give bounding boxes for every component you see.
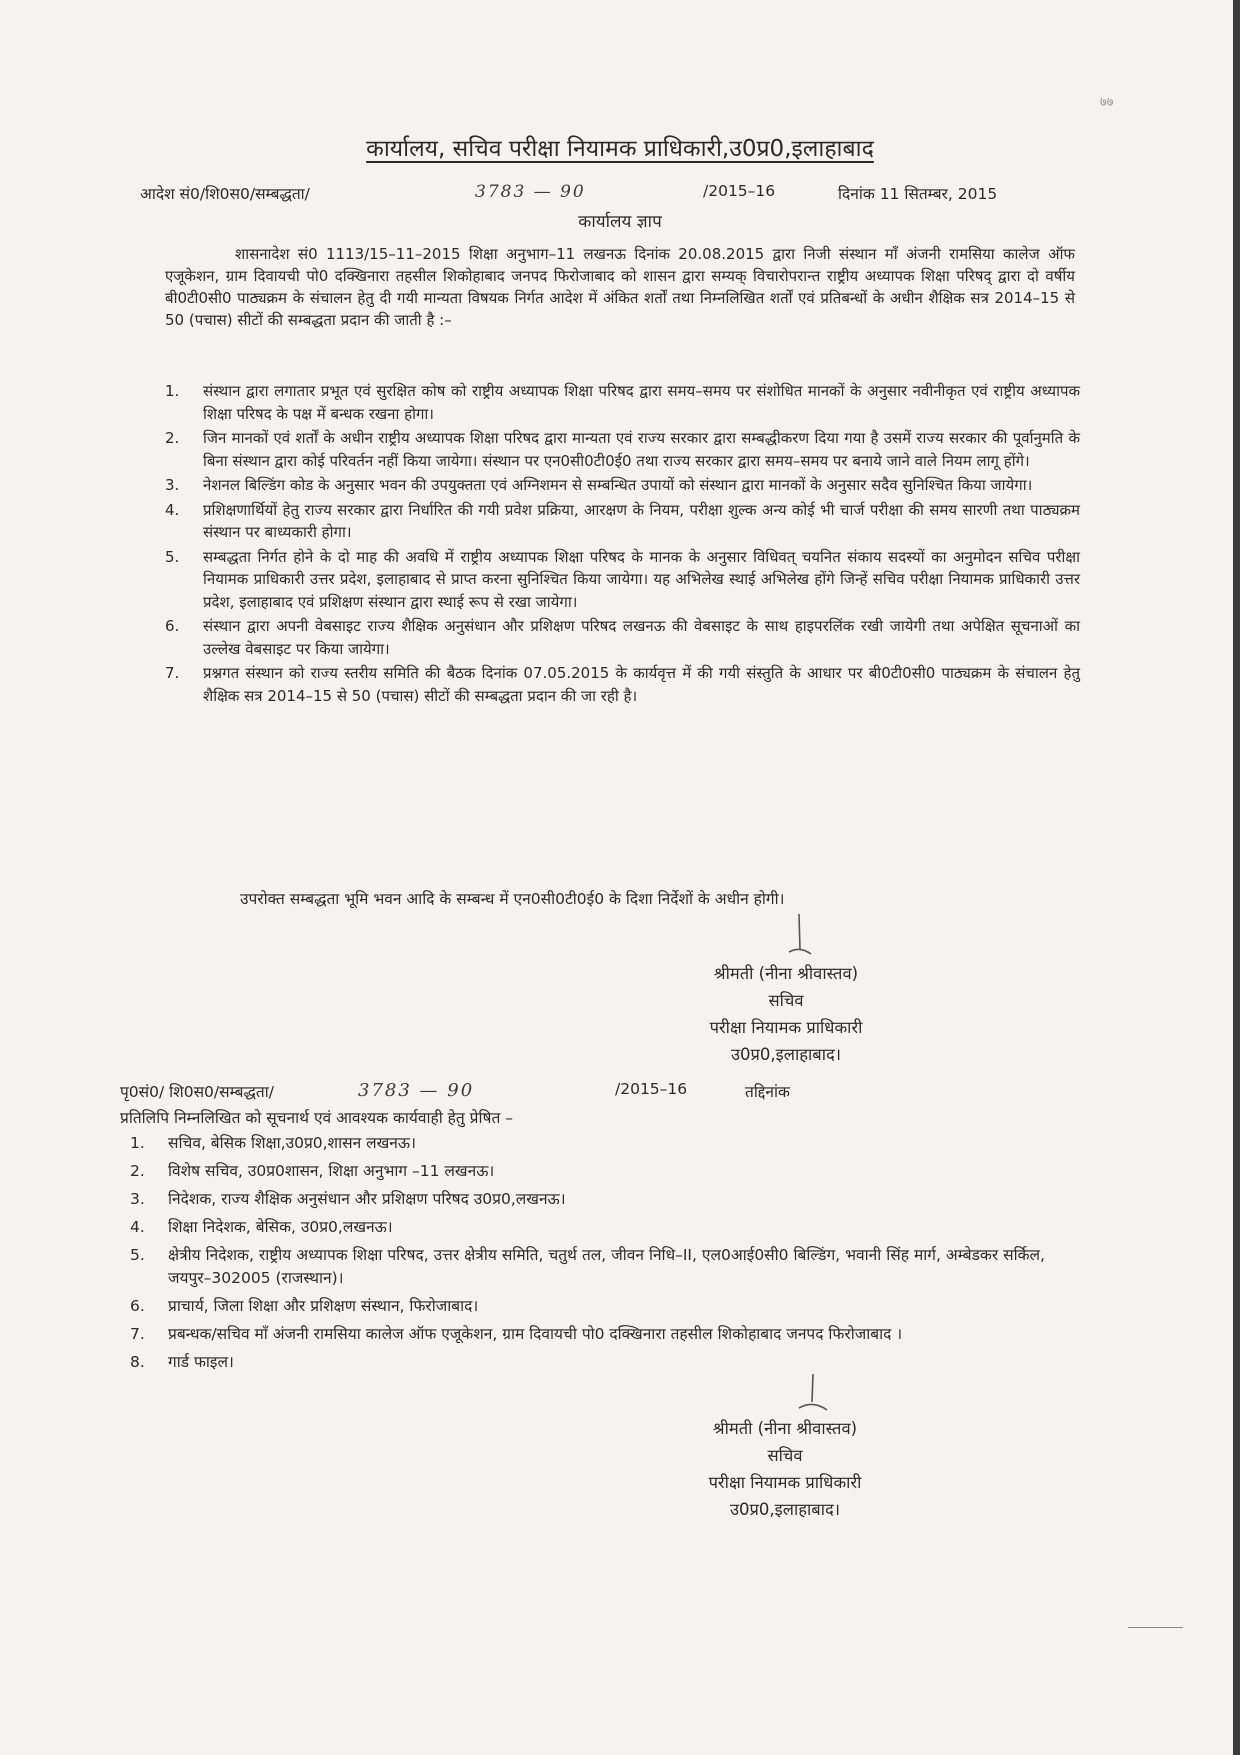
recipient-item: [130, 1351, 1045, 1374]
signatory-place: उ0प्र0,इलाहाबाद।: [731, 1045, 841, 1064]
signatory-name: श्रीमती (नीना श्रीवास्तव): [712, 1419, 858, 1438]
conditions-list: [165, 380, 1080, 709]
signatory-designation: सचिव: [767, 1446, 803, 1465]
recipient-text: सचिव, बेसिक शिक्षा,उ0प्र0,शासन लखनऊ।: [168, 1134, 416, 1152]
condition-text: नेशनल बिल्डिंग कोड के अनुसार भवन की उपयुक्तता एवं अग्निशमन से सम्बन्धित उपायों को संस्थान द्वारा मानकों के अनुसार सदैव सुनिश्चित किया जायेगा।: [203, 476, 1033, 494]
condition-number: 5.: [165, 547, 180, 566]
intro-paragraph: [165, 243, 1075, 331]
copy-intro: प्रतिलिपि निम्नलिखित को सूचनार्थ एवं आवश्यक कार्यवाही हेतु प्रेषित –: [120, 1109, 513, 1127]
condition-text: जिन मानकों एवं शर्तों के अधीन राष्ट्रीय अध्यापक शिक्षा परिषद द्वारा मान्यता एवं राज्य सरकार द्वारा सम्बद्धीकरण दिया गया है उसमें राज्य सरकार की पूर्वानुमति के बिना संस्थान द्वारा कोई परिवर्तन नहीं किया जायेगा। संस्थान पर एन0सी0टी0ई0 तथा राज्य सरकार द्वारा समय–समय पर बनाये जाने वाले नियम लागू होंगे।: [203, 429, 1080, 470]
signatory-office: परीक्षा नियामक प्राधिकारी: [708, 1473, 862, 1492]
condition-number: 2.: [165, 429, 180, 447]
recipient-number: 2.: [130, 1162, 145, 1180]
condition-text: प्रशिक्षणार्थियों हेतु राज्य सरकार द्वारा निर्धारित की गयी प्रवेश प्रक्रिया, आरक्षण के नियम, परीक्षा शुल्क अन्य कोई भी चार्ज परीक्षा की समय सारणी तथा पाठ्यक्रम संस्थान पर बाध्यकारी होगा।: [203, 500, 1080, 541]
office-heading: कार्यालय, सचिव परीक्षा नियामक प्राधिकारी,उ0प्र0,इलाहाबाद: [366, 136, 874, 162]
signature-mark: [795, 1372, 831, 1416]
memo-title: कार्यालय ज्ञाप: [578, 212, 662, 232]
signatory-office: परीक्षा नियामक प्राधिकारी: [709, 1018, 863, 1037]
condition-item: [165, 380, 1080, 425]
recipient-item: [130, 1188, 1045, 1211]
recipient-item: [130, 1132, 1045, 1155]
copy-ref-handwritten-number: 3783 — 90: [358, 1080, 475, 1101]
copy-ref-prefix: पृ0सं0/ शि0स0/सम्बद्धता/: [120, 1083, 274, 1101]
condition-item: [165, 546, 1080, 614]
signature-mark: [785, 912, 815, 962]
recipient-number: 6.: [130, 1297, 145, 1315]
condition-number: 6.: [165, 617, 180, 635]
recipient-text: क्षेत्रीय निदेशक, राष्ट्रीय अध्यापक शिक्षा परिषद, उत्तर क्षेत्रीय समिति, चतुर्थ तल, जीवन निधि–II, एल0आई0सी0 बिल्डिंग, भवानी सिंह मार्ग, अम्बेडकर सर्किल, जयपुर–302005 (राजस्थान)।: [168, 1246, 1045, 1287]
condition-text: सम्बद्धता निर्गत होने के दो माह की अवधि में राष्ट्रीय अध्यापक शिक्षा परिषद के मानक के अनुसार विधिवत् चयनित संकाय सदस्यों का अनुमोदन सचिव परीक्षा नियामक प्राधिकारी उत्तर प्रदेश, इलाहाबाद से प्राप्त करना सुनिश्चित किया जायेगा। यह अभिलेख स्थाई अभिलेख होंगे जिन्हें सचिव परीक्षा नियामक प्राधिकारी उत्तर प्रदेश, इलाहाबाद एवं प्रशिक्षण संस्थान द्वारा स्थाई रूप से रखा जायेगा।: [203, 547, 1080, 611]
copy-ref-year: /2015–16: [615, 1080, 688, 1098]
condition-text: प्रश्नगत संस्थान को राज्य स्तरीय समिति की बैठक दिनांक 07.05.2015 के कार्यवृत्त में की गयी संस्तुति के आधार पर बी0टी0सी0 पाठ्यक्रम के संचालन हेतु शैक्षिक सत्र 2014–15 से 50 (पचास) सीटों की सम्बद्धता प्रदान की जा रही है।: [203, 664, 1080, 705]
recipient-number: 4.: [130, 1218, 145, 1236]
order-reference: [140, 182, 1060, 208]
condition-number: 3.: [165, 476, 180, 494]
signatory-place: उ0प्र0,इलाहाबाद।: [730, 1500, 840, 1519]
signature-block-copy: [655, 1415, 915, 1523]
condition-text: संस्थान द्वारा अपनी वेबसाइट राज्य शैक्षिक अनुसंधान और प्रशिक्षण परिषद लखनऊ की वेबसाइट के साथ हाइपरलिंक रखी जायेगी तथा अपेक्षित सूचनाओं का उल्लेख वेबसाइट पर किया जायेगा।: [203, 617, 1080, 658]
recipient-text: प्राचार्य, जिला शिक्षा और प्रशिक्षण संस्थान, फिरोजाबाद।: [168, 1297, 479, 1315]
copy-reference: [120, 1080, 1020, 1106]
order-ref-handwritten-number: 3783 — 90: [475, 182, 586, 202]
condition-number: 1.: [165, 382, 180, 400]
condition-number: 4.: [165, 500, 180, 519]
recipient-item: [130, 1323, 1045, 1346]
order-ref-year: /2015–16: [703, 182, 776, 200]
scan-edge: [1233, 0, 1240, 1755]
scan-mark-line: [1128, 1627, 1183, 1628]
recipient-number: 7.: [130, 1325, 145, 1343]
recipient-number: 8.: [130, 1353, 145, 1371]
order-ref-prefix: आदेश सं0/शि0स0/सम्बद्धता/: [140, 185, 310, 203]
recipient-number: 1.: [130, 1134, 145, 1152]
recipient-text: शिक्षा निदेशक, बेसिक, उ0प्र0,लखनऊ।: [168, 1218, 393, 1236]
recipient-text: गार्ड फाइल।: [168, 1353, 234, 1371]
recipient-item: [130, 1244, 1045, 1290]
closing-line: उपरोक्त सम्बद्धता भूमि भवन आदि के सम्बन्ध में एन0सी0टी0ई0 के दिशा निर्देशों के अधीन होगी।: [240, 890, 785, 908]
recipient-item: [130, 1216, 1045, 1239]
corner-mark: ७७: [1100, 95, 1114, 110]
recipient-text: विशेष सचिव, उ0प्र0शासन, शिक्षा अनुभाग –11 लखनऊ।: [168, 1162, 495, 1180]
recipient-text: प्रबन्धक/सचिव माँ अंजनी रामसिया कालेज ऑफ एजूकेशन, ग्राम दिवायची पो0 दक्खिनारा तहसील शिकोहाबाद जनपद फिरोजाबाद ।: [168, 1325, 903, 1343]
condition-text: संस्थान द्वारा लगातार प्रभूत एवं सुरक्षित कोष को राष्ट्रीय अध्यापक शिक्षा परिषद द्वारा समय–समय पर संशोधित मानकों के अनुसार नवीनीकृत एवं राष्ट्रीय अध्यापक शिक्षा परिषद के पक्ष में बन्धक रखना होगा।: [203, 382, 1080, 423]
condition-number: 7.: [165, 664, 180, 682]
intro-paragraph-text: शासनादेश सं0 1113/15–11–2015 शिक्षा अनुभाग–11 लखनऊ दिनांक 20.08.2015 द्वारा निजी संस्थान माँ अंजनी रामसिया कालेज ऑफ एजूकेशन, ग्राम दिवायची पो0 दक्खिनारा तहसील शिकोहाबाद जनपद फिरोजाबाद को शासन द्वारा सम्यक् विचारोपरान्त राष्ट्रीय अध्यापक शिक्षा परिषद् द्वारा दो वर्षीय बी0टी0सी0 पाठ्यक्रम के संचालन हेतु दी गयी मान्यता विषयक निर्गत आदेश में अंकित शर्तों तथा निम्नलिखित शर्तों एवं प्रतिबन्धों के अधीन शैक्षिक सत्र 2014–15 से 50 (पचास) सीटों की सम्बद्धता प्रदान की जाती है :–: [165, 245, 1075, 329]
recipient-item: [130, 1295, 1045, 1318]
signatory-designation: सचिव: [768, 991, 804, 1010]
recipient-number: 3.: [130, 1190, 145, 1208]
recipient-number: 5.: [130, 1246, 145, 1264]
signatory-name: श्रीमती (नीना श्रीवास्तव): [713, 964, 859, 983]
signature-block-primary: [656, 960, 916, 1068]
condition-item: [165, 427, 1080, 472]
condition-item: [165, 499, 1080, 544]
order-ref-date: दिनांक 11 सितम्बर, 2015: [838, 185, 998, 203]
condition-item: [165, 662, 1080, 707]
recipient-text: निदेशक, राज्य शैक्षिक अनुसंधान और प्रशिक्षण परिषद उ0प्र0,लखनऊ।: [168, 1190, 566, 1208]
recipient-list: [130, 1132, 1045, 1379]
copy-ref-date: तद्दिनांक: [745, 1083, 790, 1101]
condition-item: [165, 474, 1080, 497]
condition-item: [165, 615, 1080, 660]
recipient-item: [130, 1160, 1045, 1183]
